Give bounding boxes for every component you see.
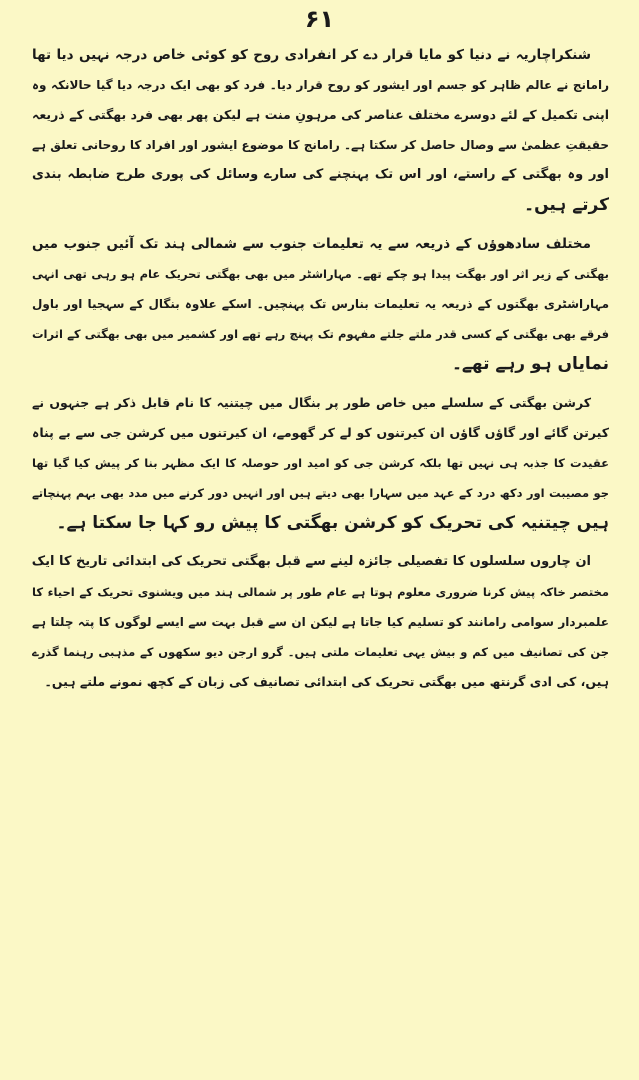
text-line: مہاراشٹری بھگتوں کے ذریعہ یہ تعلیمات بنارس تک پہنچیں۔ اسکے علاوہ بنگال کے سہجیا اور باول (32, 297, 609, 311)
text-line: جو مصیبت اور دکھ درد کے عہد میں سہارا بھی دیتے ہیں اور انہیں دور کرنے میں مدد بھی بہم پہنچاتے (32, 486, 609, 500)
text-line: علمبردار سوامی رامانند کو تسلیم کیا جاتا ہے لیکن ان سے قبل بہت سے ایسے لوگوں کا پتہ چلتا ہے (32, 615, 609, 629)
paragraph-4 (32, 547, 609, 697)
text-line: کرشن بھگتی کے سلسلے میں خاص طور پر بنگال میں چیتنیہ کا نام قابل ذکر ہے جنہوں نے (32, 395, 591, 410)
paragraph-1 (32, 40, 609, 220)
text-line: کرتے ہیں۔ (524, 195, 609, 215)
text-line: ہیں چیتنیہ کی تحریک کو کرشن بھگتی کا پیش رو کہا جا سکتا ہے۔ (56, 513, 609, 533)
text-line: عقیدت کا جذبہ ہی نہیں تھا بلکہ کرشن جی کو امید اور حوصلہ کا ایک مظہر بنا کر پیش کیا گیا تھا (32, 456, 609, 470)
text-line: ہیں، کی ادی گرنتھ میں بھگتی تحریک کی ابتدائی تصانیف کی زبان کے کچھ نمونے ملتے ہیں۔ (44, 674, 609, 689)
text-line: رامانج نے عالم ظاہر کو جسم اور ایشور کو روح قرار دیا۔ فرد کو بھی ایک درجہ دیا گیا حالانکہ وہ (32, 78, 609, 92)
paragraph-2 (32, 229, 609, 379)
page-number: ۶۱ (304, 5, 335, 33)
text-line: نمایاں ہو رہے تھے۔ (451, 354, 609, 374)
text-line: اپنی تکمیل کے لئے دوسرے مختلف عناصر کی مرہونِ منت ہے لیکن پھر بھی فرد بھگتی کے ذریعہ (32, 107, 609, 122)
paragraph-3 (32, 388, 609, 538)
text-line: اور وہ بھگتی کے راستے، اور اس تک پہنچنے کی سارے وسائل کی پوری طرح ضابطہ بندی (32, 167, 609, 182)
text-line: مختلف سادھوؤں کے ذریعہ سے یہ تعلیمات جنوب سے شمالی ہند تک آئیں جنوب میں (32, 236, 591, 252)
text-line: ان چاروں سلسلوں کا تفصیلی جائزہ لینے سے قبل بھگتی تحریک کی ابتدائی تاریخ کا ایک (32, 554, 591, 569)
text-line: کیرتن گائے اور گاؤں گاؤں ان کیرتنوں کو لے کر گھومے، ان کیرتنوں میں کرشن جی سے بے پناہ (32, 425, 609, 440)
page-body-text (32, 40, 609, 697)
text-line: فرقے بھی بھگتی کے کسی قدر ملتے جلتے مفہوم تک پہنچ رہے تھے اور کشمیر میں بھی بھگتی کے اثرات (32, 327, 609, 341)
text-line: بھگتی کے زیر اثر اور بھگت پیدا ہو چکے تھے۔ مہاراشٹر میں بھی بھگتی تحریک عام ہو رہی تھی انہی (32, 267, 609, 281)
text-line: شنکراچاریہ نے دنیا کو مایا قرار دے کر انفرادی روح کو کوئی خاص درجہ نہیں دیا تھا (32, 47, 591, 63)
text-line: مختصر خاکہ پیش کرنا ضروری معلوم ہوتا ہے عام طور پر شمالی ہند میں ویشنوی تحریک کے احیاء کا (32, 585, 609, 599)
text-line: حقیقتِ عظمیٰ سے وصال حاصل کر سکتا ہے۔ رامانج کا موضوع ایشور اور افراد کا روحانی تعلق ہے (32, 138, 609, 152)
text-line: جن کی تصانیف میں کم و بیش یہی تعلیمات ملتی ہیں۔ گرو ارجن دیو سکھوں کے مذہبی رہنما گذرے (32, 645, 609, 659)
